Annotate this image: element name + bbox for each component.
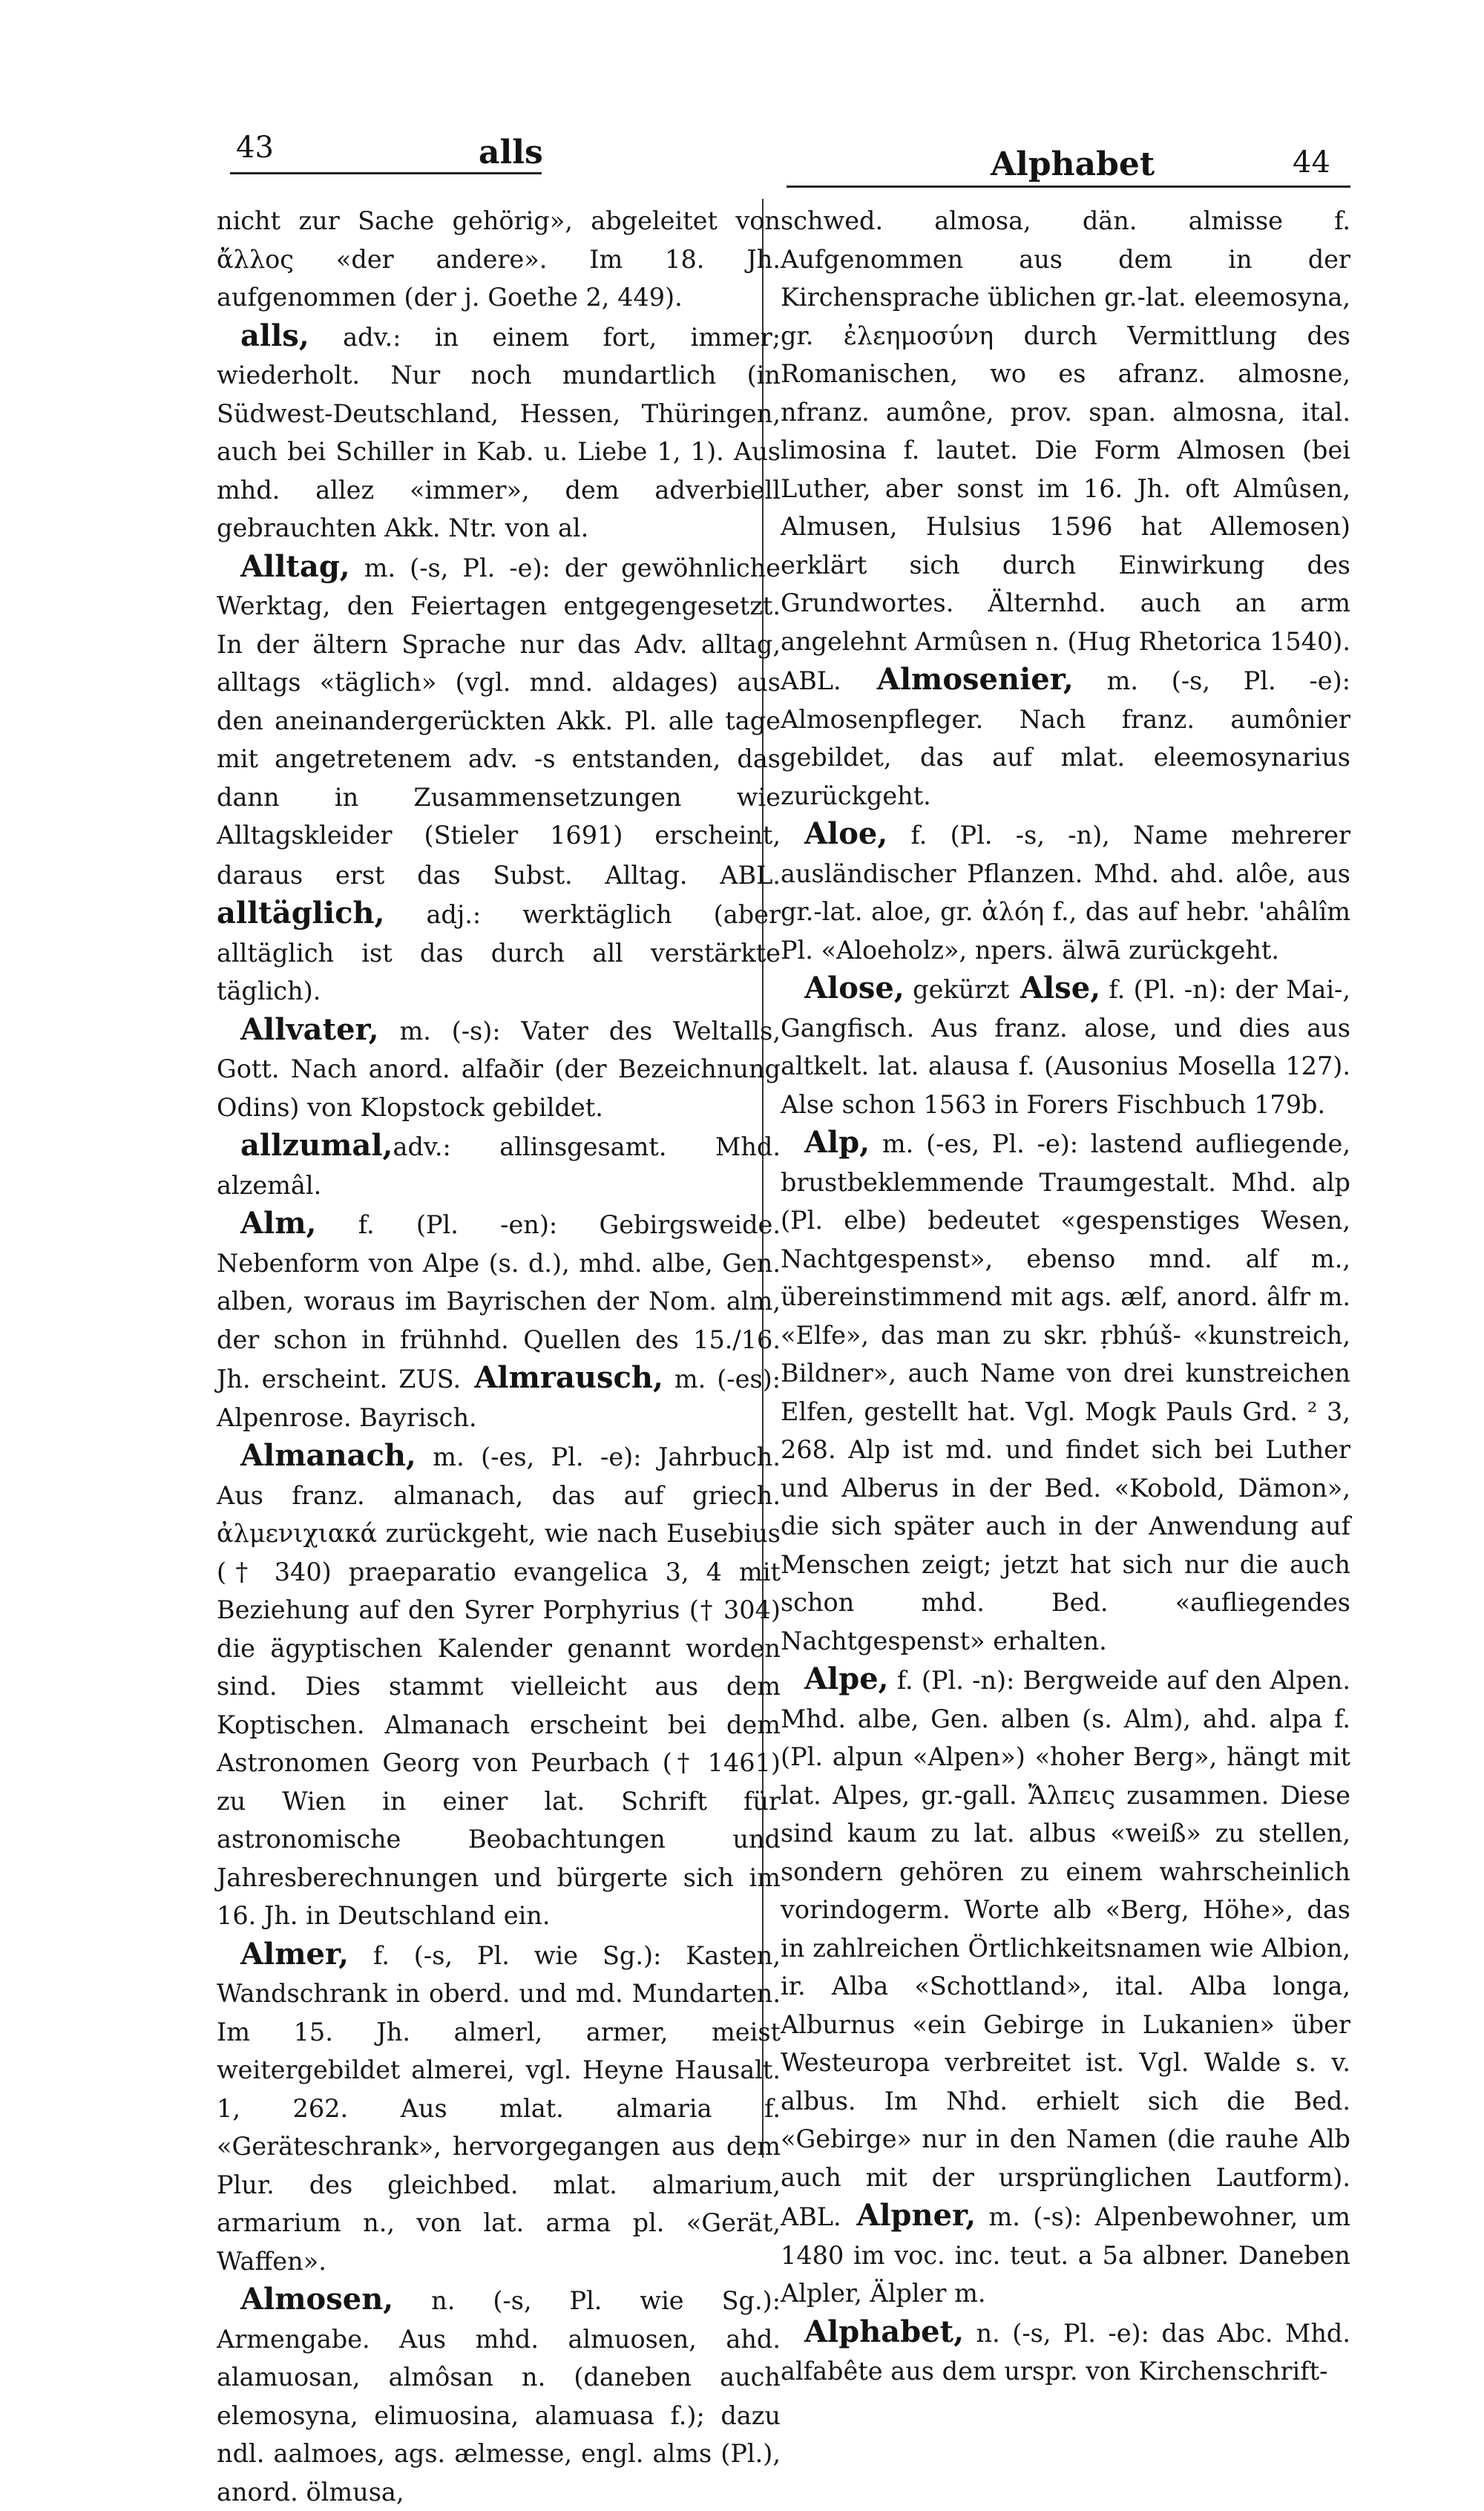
lemma: allzumal, bbox=[240, 1128, 393, 1163]
entry-alp: Alp, m. (-es, Pl. -e): lastend aufliegende, brustbeklemmende Traumgestalt. Mhd. alp (Pl. elbe) bedeutet «gespenstiges Wesen, Nachtgespenst», ebenso mnd. alf m., übereinstimmend mit ags. ælf, anord. âlfr m. «Elfe», das man zu skr. ṛbhúš- «kunstreich, Bildner», auch Name von drei kunstreichen Elfen, gestellt hat. Vgl. Mogk Pauls Grd. ² 3, 268. Alp ist md. und findet sich bei Luther und Alberus in der Bed. «Kobold, Dämon», die sich später auch in der Anwendung auf Menschen zeigt; jetzt hat sich nur die auch schon mhd. Bed. «aufliegendes Nachtgespenst» erhalten. bbox=[781, 1125, 1350, 1655]
lemma: Alphabet, bbox=[804, 2314, 965, 2349]
entry-allvater: Allvater, m. (-s): Vater des Weltalls, Gott. Nach anord. alfaðir (der Bezeichnung Odins) von Klopstock gebildet. bbox=[217, 1011, 781, 1122]
page-number-right: 44 bbox=[1293, 145, 1330, 180]
entry-alls: alls, adv.: in einem fort, immer; wiederholt. Nur noch mundartlich (in Südwest-Deutschland, Hessen, Thüringen, auch bei Schiller in Kab. u. Liebe 1, 1). Aus mhd. allez «immer», dem adverbiell gebrauchten Akk. Ntr. von al. bbox=[217, 318, 781, 542]
entry-almer: Almer, f. (-s, Pl. wie Sg.): Kasten, Wandschrank in oberd. und md. Mundarten. Im 15. Jh. almerl, armer, meist weitergebildet almerei, vgl. Heyne Hausalt. 1, 262. Aus mlat. almaria f. «Geräteschrank», hervorgegangen aus dem Plur. des gleichbed. mlat. almarium, armarium n., von lat. arma pl. «Gerät, Waffen». bbox=[217, 1936, 781, 2276]
lemma: Alp, bbox=[804, 1125, 870, 1160]
lemma: Almer, bbox=[240, 1936, 349, 1972]
entry-alpe: Alpe, f. (Pl. -n): Bergweide auf den Alpen. Mhd. albe, Gen. alben (s. Alm), ahd. alpa f. (Pl. alpun «Alpen») «hoher Berg», hängt mit lat. Alpes, gr.-gall. Ἄλπεις zusammen. Diese sind kaum zu lat. albus «weiß» zu stellen, sondern gehören zu einem wahrscheinlich vorindogerm. Worte alb «Berg, Höhe», das in zahlreichen Örtlichkeitsnamen wie Albion, ir. Alba «Schottland», ital. Alba longa, Alburnus «ein Gebirge in Lukanien» über Westeuropa verbreitet ist. Vgl. Walde s. v. albus. Im Nhd. erhielt sich die Bed. «Gebirge» nur in den Namen (die rauhe Alb auch mit der ursprünglichen Lautform). ABL. Alpner, m. (-s): Alpenbewohner, um 1480 im voc. inc. teut. a 5a albner. Daneben Alpler, Älpler m. bbox=[781, 1661, 1350, 2308]
entry-allzumal: allzumal,adv.: allinsgesamt. Mhd. alzemâl. bbox=[217, 1128, 781, 1200]
lemma: Allvater, bbox=[240, 1011, 379, 1047]
lemma: Aloe, bbox=[804, 816, 888, 851]
lemma: Almanach, bbox=[240, 1438, 416, 1473]
header-rule-right bbox=[787, 186, 1350, 188]
entry-almanach: Almanach, m. (-es, Pl. -e): Jahrbuch. Aus franz. almanach, das auf griech. ἀλμενιχιακά zurückgeht, wie nach Eusebius († 340) praeparatio evangelica 3, 4 mit Beziehung auf den Syrer Porphyrius († 304) die ägyptischen Kalender genannt worden sind. Dies stammt vielleicht aus dem Koptischen. Almanach erscheint bei dem Astronomen Georg von Peurbach († 1461) zu Wien in einer lat. Schrift für astronomische Beobachtungen und Jahresberechnungen und bürgerte sich im 16. Jh. in Deutschland ein. bbox=[217, 1438, 781, 1930]
entry-continuation: nicht zur Sache gehörig», abgeleitet von ἄλλος «der andere». Im 18. Jh. aufgenommen (der j. Goethe 2, 449). bbox=[217, 206, 781, 312]
left-column bbox=[217, 202, 781, 2511]
entry-continuation: schwed. almosa, dän. almisse f. Aufgenommen aus dem in der Kirchensprache üblichen gr.-lat. eleemosyna, gr. ἐλεημοσύνη durch Vermittlung des Romanischen, wo es afranz. almosne, nfranz. aumône, prov. span. almosna, ital. limosina f. lautet. Die Form Almosen (bei Luther, aber sonst im 16. Jh. oft Almûsen, Almusen, Hulsius 1596 hat Allemosen) erklärt sich durch Einwirkung des Grundwortes. Älternhd. auch an arm angelehnt Armûsen n. (Hug Rhetorica 1540). ABL. Almosenier, m. (-s, Pl. -e): Almosenpfleger. Nach franz. aumônier gebildet, das auf mlat. eleemosynarius zurückgeht. bbox=[781, 206, 1350, 810]
right-column bbox=[781, 202, 1350, 2391]
running-headword-right: Alphabet bbox=[991, 145, 1155, 183]
entry-alphabet: Alphabet, n. (-s, Pl. -e): das Abc. Mhd. alfabête aus dem urspr. von Kirchenschrift- bbox=[781, 2314, 1350, 2386]
lemma: Alpe, bbox=[804, 1661, 889, 1696]
entry-aloe: Aloe, f. (Pl. -s, -n), Name mehrerer ausländischer Pflanzen. Mhd. ahd. alôe, aus gr.-lat. aloe, gr. ἀλόη f., das auf hebr. 'ahâlîm Pl. «Aloeholz», npers. älwā zurückgeht. bbox=[781, 816, 1350, 965]
lemma: Alltag, bbox=[240, 548, 350, 584]
header-rule-left bbox=[230, 172, 542, 174]
running-headword-left: alls bbox=[479, 134, 543, 171]
lemma: Alpner, bbox=[841, 2198, 976, 2233]
entry-alltag: Alltag, m. (-s, Pl. -e): der gewöhnliche Werktag, den Feiertagen entgegengesetzt. In der ältern Sprache nur das Adv. alltag, alltags «täglich» (vgl. mnd. aldages) aus den aneinandergerückten Akk. Pl. alle tage mit angetretenem adv. -s entstanden, das dann in Zusammensetzungen wie Alltagskleider (Stieler 1691) erscheint, daraus erst das Subst. Alltag. ABL. alltäglich, adj.: werktäglich (aber alltäglich ist das durch all verstärkte täglich). bbox=[217, 548, 781, 1005]
entry-almosen: Almosen, n. (-s, Pl. wie Sg.): Armengabe. Aus mhd. almuosen, ahd. alamuosan, almôsan n. (daneben auch elemosyna, elimuosina, alamuasa f.); dazu ndl. aalmoes, ags. ælmesse, engl. alms (Pl.), anord. ölmusa, bbox=[217, 2282, 781, 2507]
lemma: Alose, bbox=[804, 971, 904, 1005]
lemma: Almrausch, bbox=[461, 1360, 663, 1395]
lemma: alls, bbox=[240, 318, 309, 353]
lemma: Almosenier, bbox=[841, 662, 1074, 697]
lemma: alltäglich, bbox=[217, 896, 385, 930]
entry-alose: Alose, gekürzt Alse, f. (Pl. -n): der Mai-, Gangfisch. Aus franz. alose, und dies aus altkelt. lat. alausa f. (Ausonius Mosella 127). Alse schon 1563 in Forers Fischbuch 179b. bbox=[781, 971, 1351, 1119]
page-header bbox=[0, 0, 1484, 193]
lemma: Alse, bbox=[1009, 971, 1101, 1005]
page-number-left: 43 bbox=[236, 131, 274, 165]
entry-alm: Alm, f. (Pl. -en): Gebirgsweide. Nebenform von Alpe (s. d.), mhd. albe, Gen. alben, woraus im Bayrischen der Nom. alm, der schon in frühnhd. Quellen des 15./16. Jh. erscheint. ZUS. Almrausch, m. (-es): Alpenrose. Bayrisch. bbox=[217, 1206, 781, 1432]
lemma: Almosen, bbox=[240, 2282, 394, 2317]
lemma: Alm, bbox=[240, 1206, 317, 1241]
